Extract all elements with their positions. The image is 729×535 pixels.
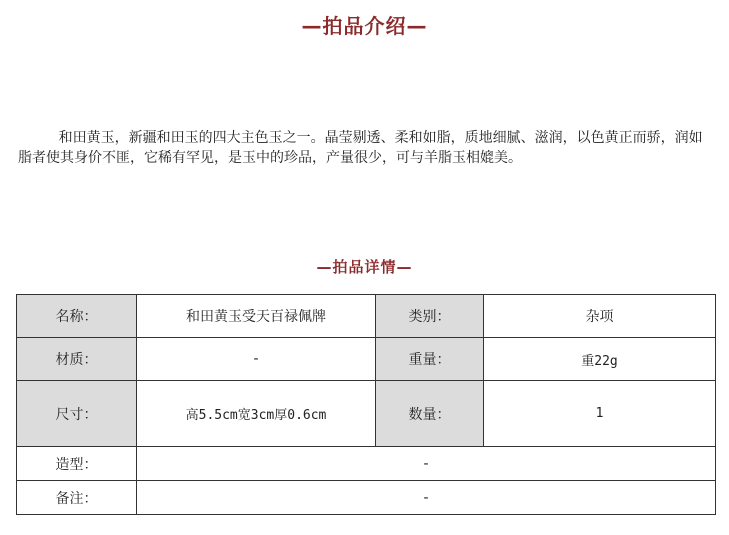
table-row-size <box>17 381 716 447</box>
intro-section-title: —拍品介绍— <box>301 14 428 38</box>
size-value: 高5.5cm宽3cm厚0.6cm <box>137 381 376 447</box>
table-row-name <box>17 295 716 338</box>
table-row-material <box>17 338 716 381</box>
quantity-label: 数量： <box>376 381 484 447</box>
material-value: - <box>137 338 376 381</box>
category-label: 类别： <box>376 295 484 338</box>
table-row-shape <box>17 447 716 481</box>
details-section-title: —拍品详情— <box>316 258 413 276</box>
name-label: 名称： <box>17 295 137 338</box>
details-table <box>16 294 716 515</box>
remarks-value: - <box>137 481 716 515</box>
shape-value: - <box>137 447 716 481</box>
category-value: 杂项 <box>484 295 716 338</box>
shape-label: 造型： <box>17 447 137 481</box>
weight-value: 重22g <box>484 338 716 381</box>
weight-label: 重量： <box>376 338 484 381</box>
table-row-remarks <box>17 481 716 515</box>
remarks-label: 备注： <box>17 481 137 515</box>
name-value: 和田黄玉受天百禄佩牌 <box>137 295 376 338</box>
quantity-value: 1 <box>484 381 716 447</box>
intro-paragraph: 和田黄玉，新疆和田玉的四大主色玉之一。晶莹剔透、柔和如脂，质地细腻、滋润，以色黄正而骄，润如脂者使其身价不匪，它稀有罕见，是玉中的珍品，产量很少，可与羊脂玉相媲美。 <box>18 130 703 166</box>
size-label: 尺寸： <box>17 381 137 447</box>
material-label: 材质： <box>17 338 137 381</box>
